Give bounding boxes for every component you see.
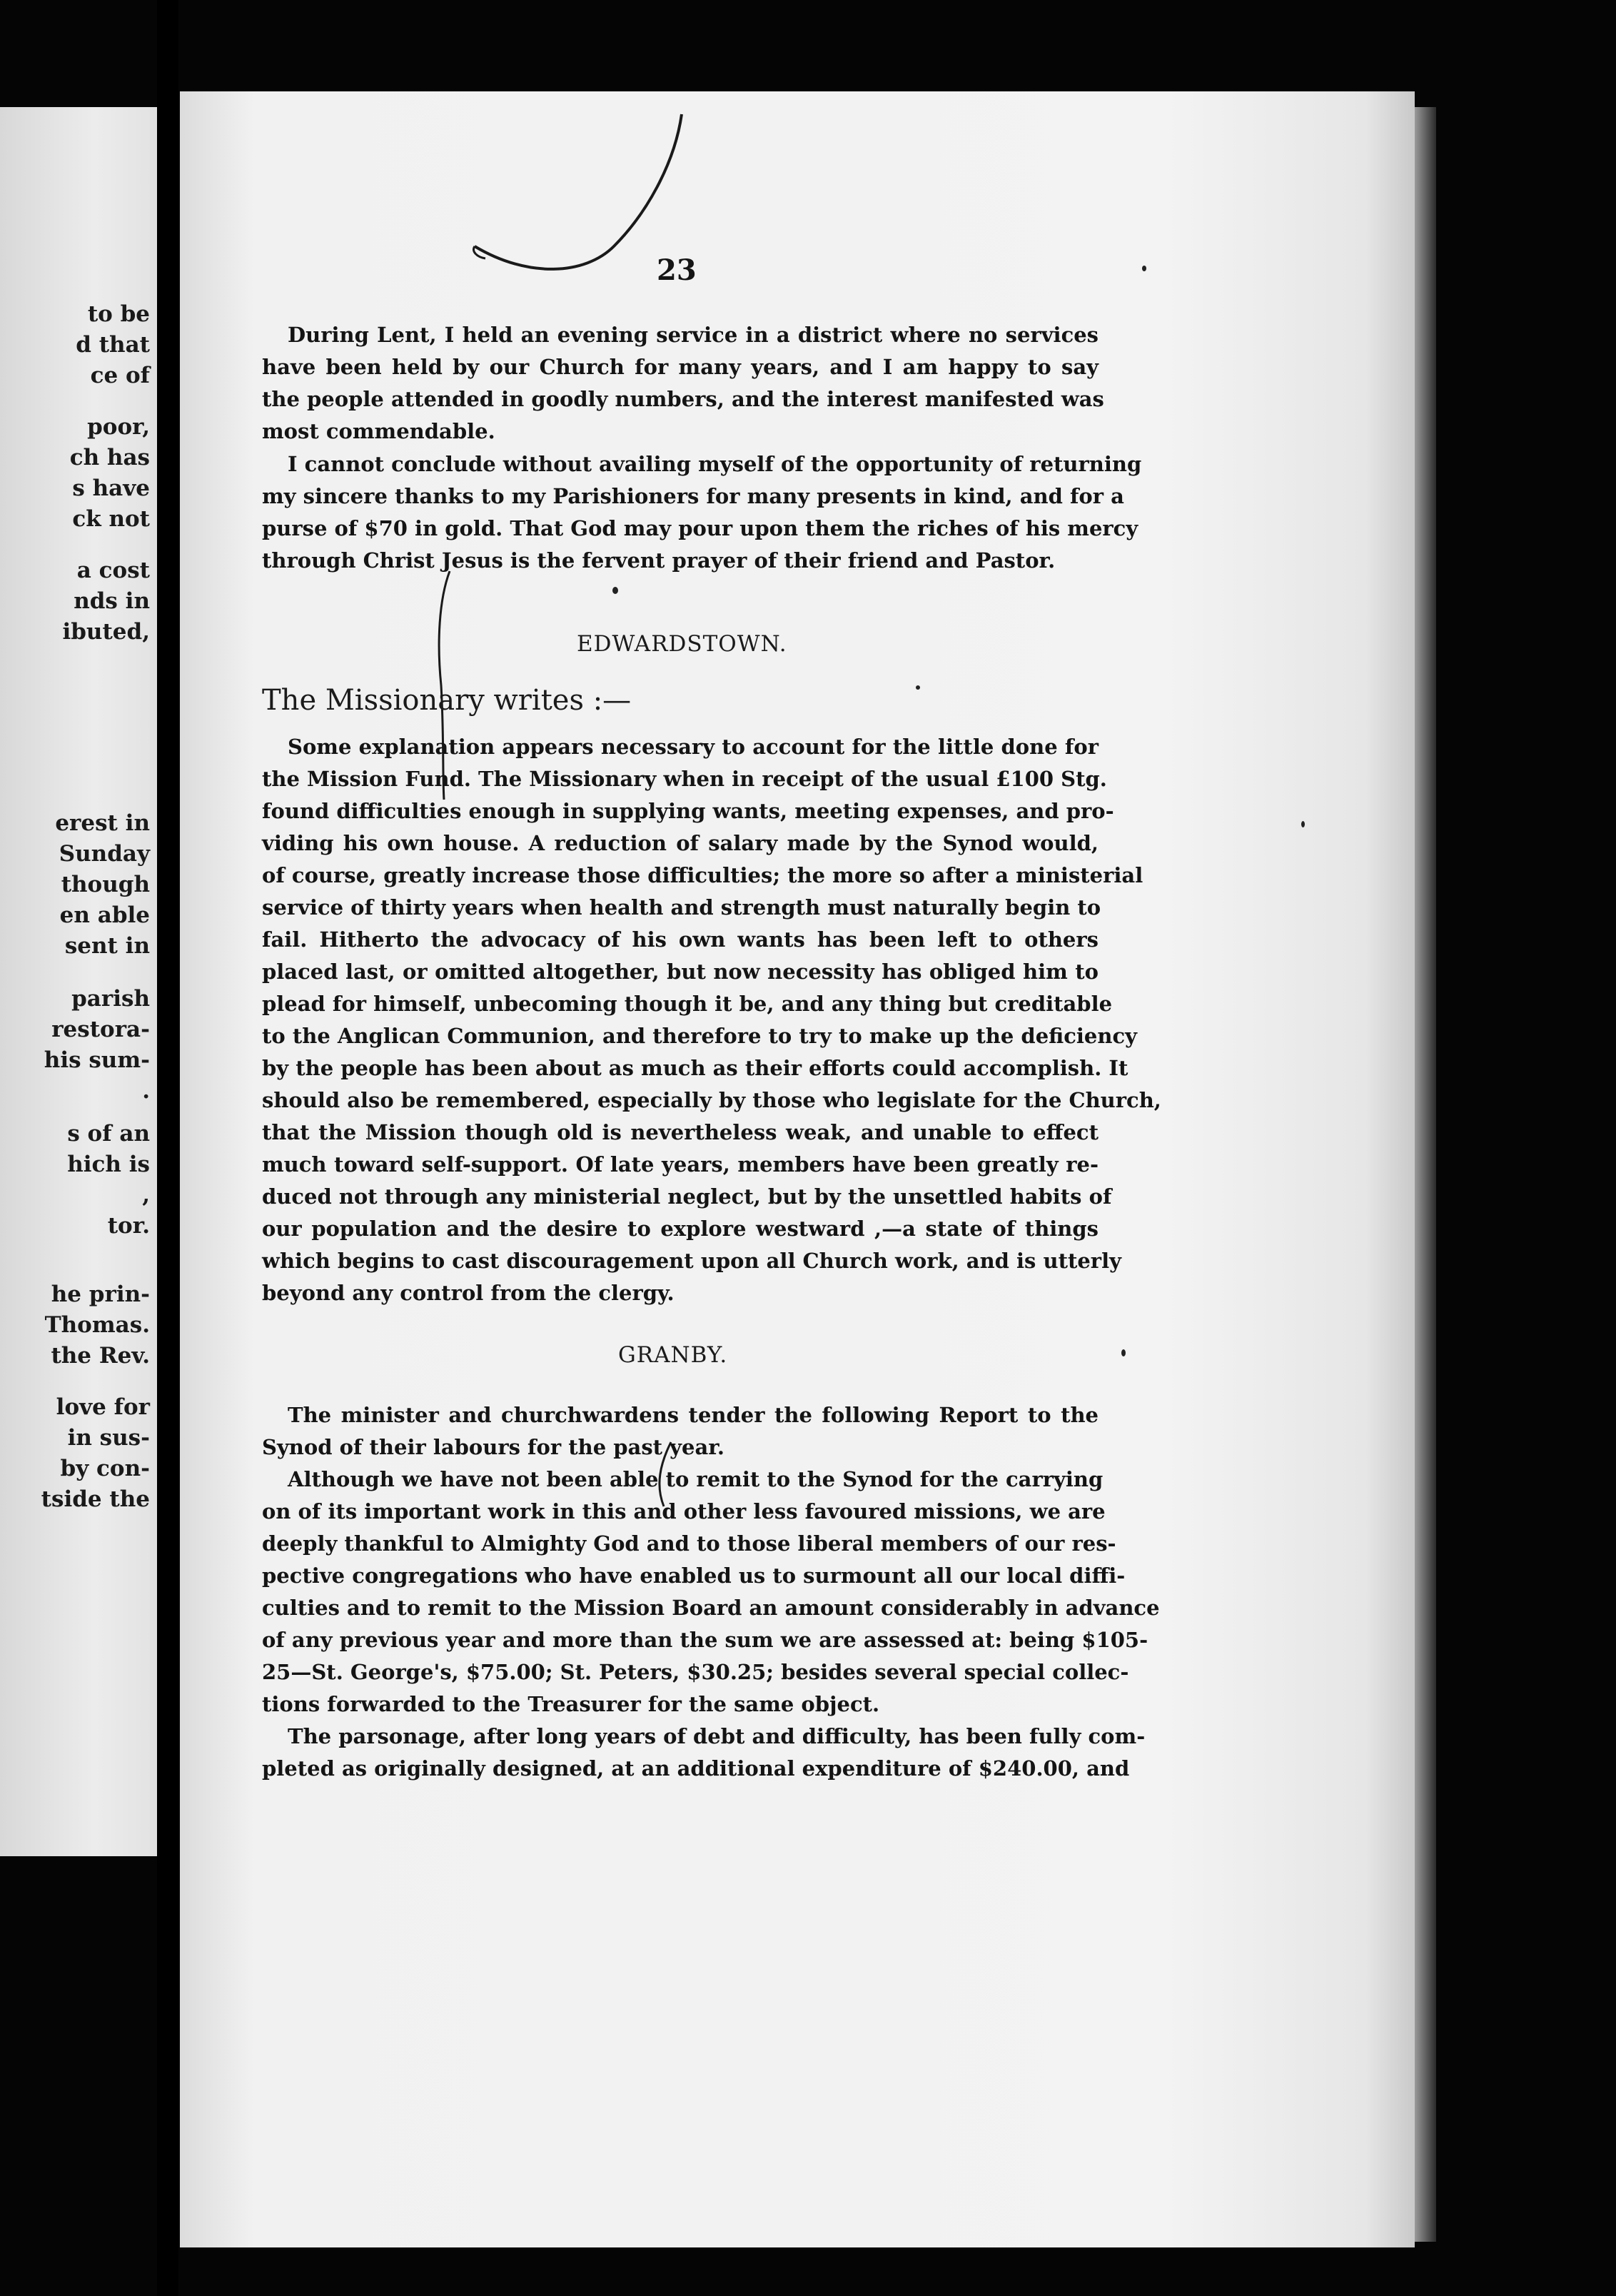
- ink-speck: [916, 685, 920, 690]
- previous-page-line: Sunday: [59, 841, 150, 867]
- paragraph-lent-service: [262, 319, 1104, 448]
- text-line: should also be remembered, especially by those who legislate for the Church,: [262, 1088, 1161, 1112]
- previous-page-line: d that: [76, 332, 150, 358]
- paragraph-thanks: [262, 448, 1142, 577]
- previous-page-line: the Rev.: [51, 1343, 150, 1369]
- text-line: plead for himself, unbecoming though it be, and any thing but creditable: [262, 992, 1113, 1016]
- text-line: most commendable.: [262, 419, 495, 443]
- text-line: tions forwarded to the Treasurer for the same object.: [262, 1692, 880, 1716]
- text-line: by the people has been about as much as their efforts could accomplish. It: [262, 1056, 1128, 1080]
- heading-edwardstown: EDWARDSTOWN.: [577, 631, 787, 657]
- paragraph-granby-report: [262, 1399, 1099, 1464]
- text-line: deeply thankful to Almighty God and to those liberal members of our res-: [262, 1531, 1116, 1556]
- previous-page-line: tside the: [41, 1486, 150, 1512]
- previous-page-line: in sus-: [67, 1425, 150, 1451]
- previous-page-line: .: [142, 1078, 150, 1104]
- previous-page-line: love for: [56, 1394, 150, 1420]
- previous-page-line: sent in: [64, 933, 150, 959]
- text-line: Although we have not been able to remit to the Synod for the carrying: [288, 1467, 1104, 1491]
- previous-page-line: ck not: [72, 506, 150, 532]
- text-line: Synod of their labours for the past year.: [262, 1435, 724, 1459]
- text-line: duced not through any ministerial neglect, but by the unsettled habits of: [262, 1184, 1112, 1209]
- text-line: The parsonage, after long years of debt and difficulty, has been fully com-: [288, 1724, 1146, 1748]
- previous-page-line: though: [61, 872, 150, 897]
- text-line: culties and to remit to the Mission Board an amount considerably in advance: [262, 1596, 1160, 1620]
- previous-page-line: hich is: [67, 1152, 150, 1177]
- text-line: on of its important work in this and other less favoured missions, we are: [262, 1499, 1106, 1524]
- ink-speck: [1142, 266, 1146, 271]
- text-line: 25—St. George's, $75.00; St. Peters, $30.25; besides several special collec-: [262, 1660, 1129, 1684]
- ink-speck: [612, 587, 618, 594]
- paragraph-mission-fund: [262, 731, 1161, 1309]
- text-line: pective congregations who have enabled us to surmount all our local diffi-: [262, 1564, 1126, 1588]
- text-line: have been held by our Church for many years, and I am happy to say: [262, 355, 1099, 379]
- text-line: to the Anglican Communion, and therefore to try to make up the deficiency: [262, 1024, 1137, 1048]
- previous-page-line: s have: [72, 475, 150, 501]
- previous-page-line: erest in: [55, 810, 150, 836]
- text-line: through Christ Jesus is the fervent prayer of their friend and Pastor.: [262, 548, 1056, 573]
- previous-page-line: en able: [59, 902, 150, 928]
- text-line: purse of $70 in gold. That God may pour upon them the riches of his mercy: [262, 516, 1138, 540]
- previous-page-line: ch has: [69, 445, 150, 470]
- previous-page-line: ibuted,: [62, 619, 150, 645]
- text-line: that the Mission though old is nevertheless weak, and unable to effect: [262, 1120, 1099, 1144]
- subheading-missionary-writes: The Missionary writes :—: [262, 684, 632, 717]
- text-line: beyond any control from the clergy.: [262, 1281, 675, 1305]
- text-line: viding his own house. A reduction of salary made by the Synod would,: [262, 831, 1099, 855]
- previous-page-line: parish: [71, 986, 150, 1012]
- ink-speck: [1121, 1349, 1126, 1356]
- previous-page-line: by con-: [60, 1456, 150, 1481]
- ink-speck: [1301, 821, 1305, 827]
- text-line: I cannot conclude without availing myself of the opportunity of returning: [288, 452, 1142, 476]
- previous-page-line: Thomas.: [44, 1312, 150, 1338]
- text-line: of any previous year and more than the sum we are assessed at: being $105-: [262, 1628, 1148, 1652]
- previous-page-line: restora-: [51, 1017, 150, 1042]
- text-line: much toward self-support. Of late years, members have been greatly re-: [262, 1152, 1099, 1177]
- page-number: 23: [657, 253, 697, 287]
- previous-page-line: poor,: [87, 414, 150, 440]
- text-line: During Lent, I held an evening service in a district where no services: [288, 323, 1099, 347]
- text-line: the people attended in goodly numbers, and the interest manifested was: [262, 387, 1104, 411]
- text-line: my sincere thanks to my Parishioners for many presents in kind, and for a: [262, 484, 1124, 508]
- text-line: Some explanation appears necessary to account for the little done for: [288, 735, 1099, 759]
- previous-page-line: his sum-: [44, 1047, 150, 1073]
- text-line: which begins to cast discouragement upon all Church work, and is utterly: [262, 1249, 1121, 1273]
- previous-page-line: a cost: [76, 558, 150, 583]
- previous-page-line: ce of: [90, 363, 150, 388]
- text-line: the Mission Fund. The Missionary when in receipt of the usual £100 Stg.: [262, 767, 1107, 791]
- previous-page-line: s of an: [67, 1121, 150, 1147]
- previous-page-line: ,: [142, 1182, 150, 1208]
- text-line: placed last, or omitted altogether, but now necessity has obliged him to: [262, 960, 1099, 984]
- text-line: service of thirty years when health and strength must naturally begin to: [262, 895, 1101, 920]
- paragraph-parsonage: [262, 1721, 1146, 1785]
- previous-page-line: to be: [87, 301, 150, 327]
- text-line: The minister and churchwardens tender the following Report to the: [288, 1403, 1099, 1427]
- previous-page-line: tor.: [107, 1213, 150, 1239]
- previous-page-line: he prin-: [51, 1282, 150, 1307]
- text-line: our population and the desire to explore westward ,—a state of things: [262, 1217, 1099, 1241]
- text-line: fail. Hitherto the advocacy of his own wants has been left to others: [262, 927, 1099, 952]
- text-line: pleted as originally designed, at an additional expenditure of $240.00, and: [262, 1756, 1130, 1781]
- heading-granby: GRANBY.: [618, 1342, 728, 1368]
- paragraph-granby-remit: [262, 1464, 1160, 1721]
- text-line: of course, greatly increase those difficulties; the more so after a ministerial: [262, 863, 1143, 887]
- text-line: found difficulties enough in supplying wants, meeting expenses, and pro-: [262, 799, 1114, 823]
- previous-page-line: nds in: [74, 588, 150, 614]
